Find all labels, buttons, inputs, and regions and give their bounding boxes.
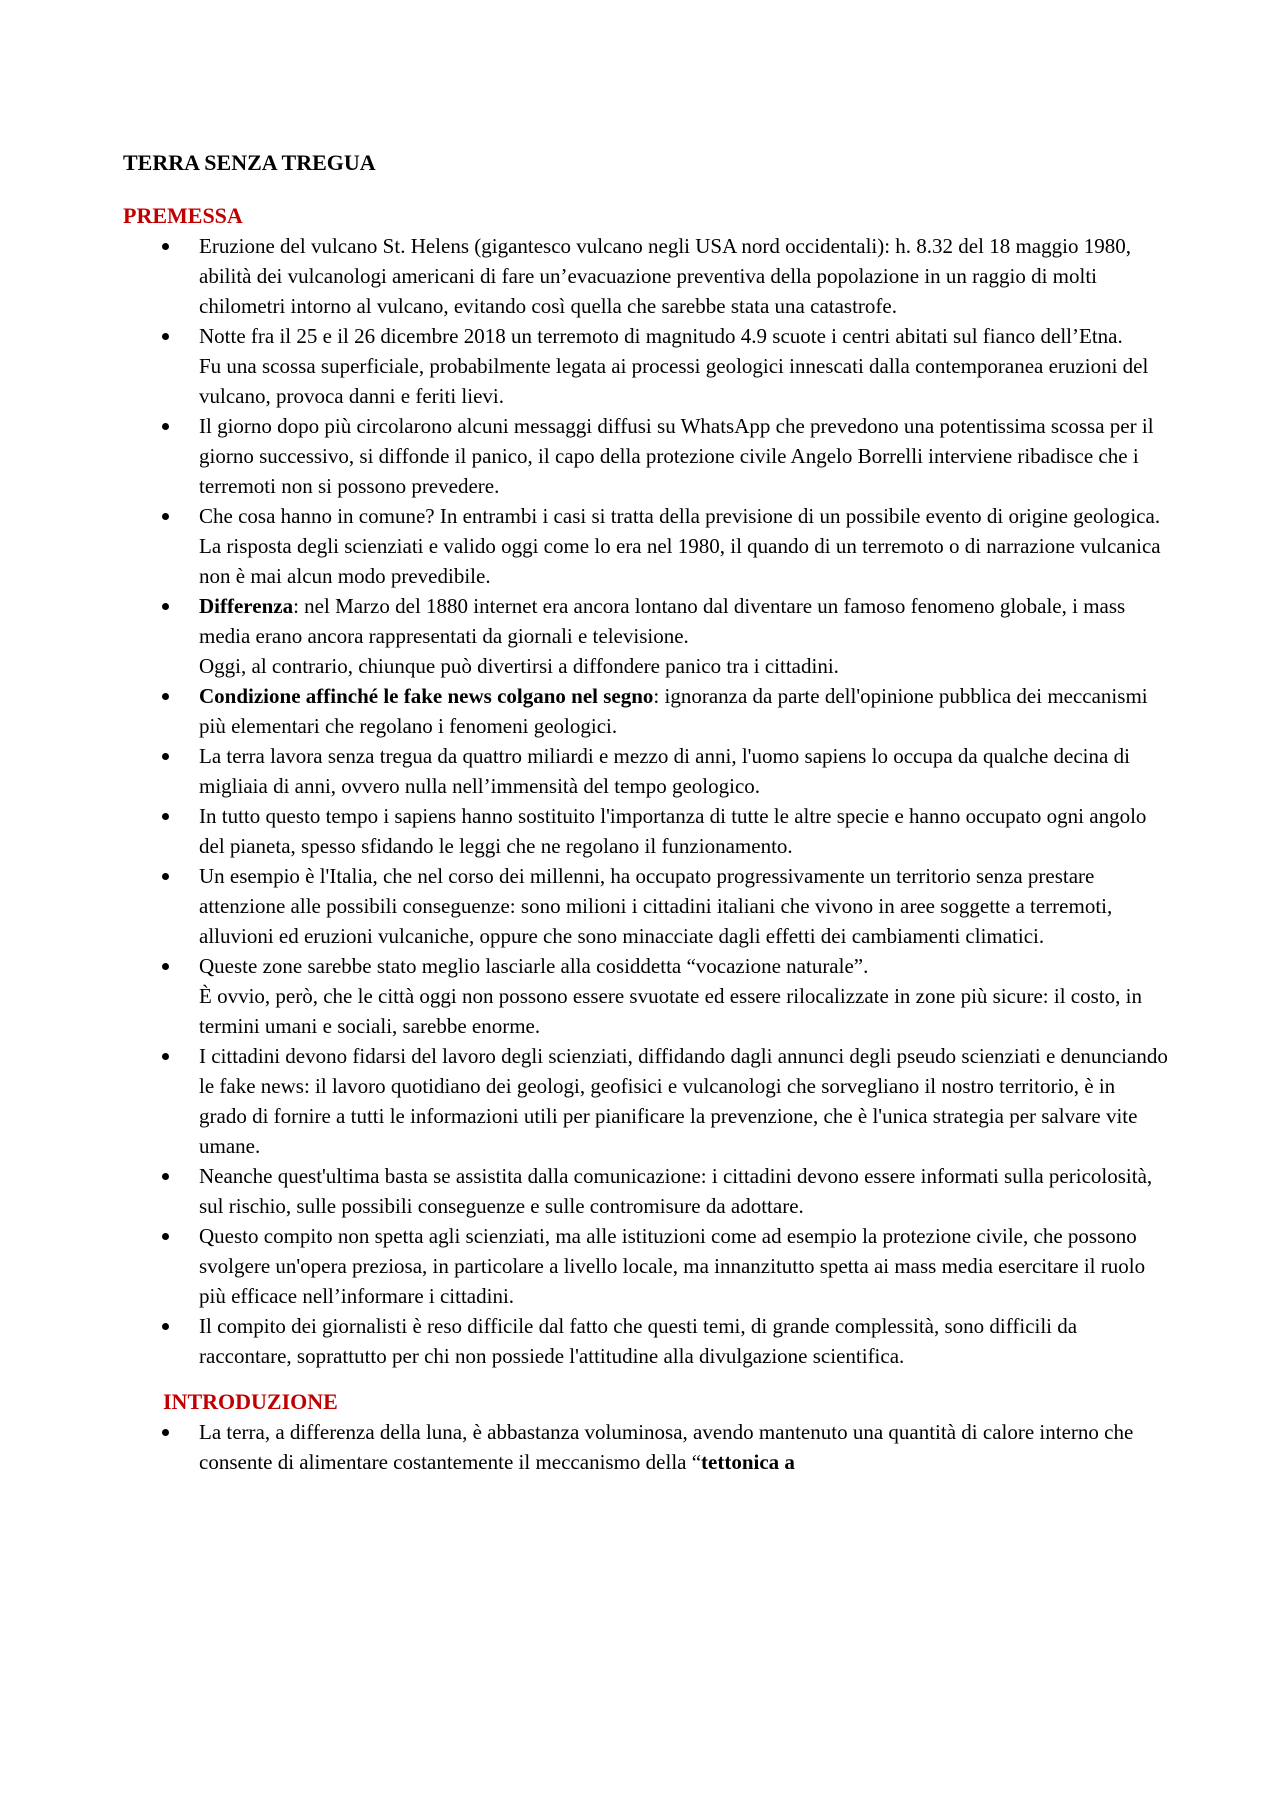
document-content [123, 148, 1168, 1477]
list-item-text: Questo compito non spetta agli scienziati, ma alle istituzioni come ad esempio la protezione civile, che possono svolgere un'opera preziosa, in particolare a livello locale, ma innanzitutto spetta ai mass media esercitare il ruolo più efficace nell’informare i cittadini. [199, 1224, 1146, 1308]
bullet-icon [162, 513, 169, 520]
list-item [199, 741, 1168, 801]
list-item [199, 321, 1168, 411]
list-item-bold-lead: Condizione affinché le fake news colgano nel segno [199, 684, 654, 708]
list-item-text: Queste zone sarebbe stato meglio lasciarle alla cosiddetta “vocazione naturale”. [199, 954, 869, 978]
list-item-text: Neanche quest'ultima basta se assistita dalla comunicazione: i cittadini devono essere informati sulla pericolosità, sul rischio, sulle possibili conseguenze e sulle contromisure da adottare. [199, 1164, 1153, 1218]
bullet-icon [162, 963, 169, 970]
list-item-text: Che cosa hanno in comune? In entrambi i casi si tratta della previsione di un possibile evento di origine geologica. La risposta degli scienziati e valido oggi come lo era nel 1980, il quando di un terremoto o di narrazione vulcanica non è mai alcun modo prevedibile. [199, 504, 1161, 588]
list-item-text-continued: Fu una scossa superficiale, probabilmente legata ai processi geologici innescati dalla contemporanea eruzioni del vulcano, provoca danni e feriti lievi. [199, 354, 1149, 408]
list-item [199, 801, 1168, 861]
list-item-text: I cittadini devono fidarsi del lavoro degli scienziati, diffidando dagli annunci degli pseudo scienziati e denunciando le fake news: il lavoro quotidiano dei geologi, geofisici e vulcanologi che sorvegliano il nostro territorio, è in grado di fornire a tutti le informazioni utili per pianificare la prevenzione, che è l'unica strategia per salvare vite umane. [199, 1044, 1168, 1158]
list-item-text: Notte fra il 25 e il 26 dicembre 2018 un terremoto di magnitudo 4.9 scuote i centri abitati sul fianco dell’Etna. [199, 324, 1123, 348]
list-item [199, 1221, 1168, 1311]
list-item [199, 231, 1168, 321]
bullet-icon [162, 1233, 169, 1240]
section-heading-premessa: PREMESSA [123, 203, 243, 228]
list-item-text: : nel Marzo del 1880 internet era ancora lontano dal diventare un famoso fenomeno globale, i mass media erano ancora rappresentati da giornali e televisione. [199, 594, 1126, 648]
list-item-text: La terra, a differenza della luna, è abbastanza voluminosa, avendo mantenuto una quantità di calore interno che consente di alimentare costantemente il meccanismo della “ [199, 1420, 1134, 1474]
list-item [199, 951, 1168, 1041]
bullet-icon [162, 423, 169, 430]
bullet-icon [162, 1429, 169, 1436]
list-item [199, 1311, 1168, 1371]
list-item-text: Eruzione del vulcano St. Helens (gigantesco vulcano negli USA nord occidentali): h. 8.32 del 18 maggio 1980, abilità dei vulcanologi americani di fare un’evacuazione preventiva della popolazione in un raggio di molti chilometri intorno al vulcano, evitando così quella che sarebbe stata una catastrofe. [199, 234, 1131, 318]
bullet-icon [162, 1173, 169, 1180]
list-item-text: In tutto questo tempo i sapiens hanno sostituito l'importanza di tutte le altre specie e hanno occupato ogni angolo del pianeta, spesso sfidando le leggi che ne regolano il funzionamento. [199, 804, 1147, 858]
list-item-text: Il giorno dopo più circolarono alcuni messaggi diffusi su WhatsApp che prevedono una potentissima scossa per il giorno successivo, si diffonde il panico, il capo della protezione civile Angelo Borrelli interviene ribadisce che i terremoti non si possono prevedere. [199, 414, 1154, 498]
list-item-text: Il compito dei giornalisti è reso difficile dal fatto che questi temi, di grande complessità, sono difficili da raccontare, soprattutto per chi non possiede l'attitudine alla divulgazione scientifica. [199, 1314, 1078, 1368]
list-item [199, 591, 1168, 681]
bullet-icon [162, 873, 169, 880]
list-item-bold-tail: tettonica a [701, 1450, 795, 1474]
bullet-icon [162, 333, 169, 340]
list-item [199, 501, 1168, 591]
bullet-icon [162, 693, 169, 700]
list-item-text: Un esempio è l'Italia, che nel corso dei millenni, ha occupato progressivamente un territorio senza prestare attenzione alle possibili conseguenze: sono milioni i cittadini italiani che vivono in aree soggette a terremoti, alluvioni ed eruzioni vulcaniche, oppure che sono minacciate dagli effetti dei cambiamenti climatici. [199, 864, 1113, 948]
bullet-icon [162, 1323, 169, 1330]
bullet-icon [162, 753, 169, 760]
bullet-icon [162, 813, 169, 820]
list-item-bold-lead: Differenza [199, 594, 294, 618]
list-item [199, 1417, 1168, 1477]
bullet-icon [162, 603, 169, 610]
bullet-icon [162, 243, 169, 250]
list-item [199, 681, 1168, 741]
list-item-text: La terra lavora senza tregua da quattro miliardi e mezzo di anni, l'uomo sapiens lo occupa da qualche decina di migliaia di anni, ovvero nulla nell’immensità del tempo geologico. [199, 744, 1130, 798]
section-heading-introduzione: INTRODUZIONE [163, 1389, 338, 1414]
list-item [199, 861, 1168, 951]
document-title: TERRA SENZA TREGUA [123, 150, 376, 175]
list-item-text: : ignoranza da parte dell'opinione pubblica dei meccanismi più elementari che regolano i fenomeni geologici. [199, 684, 1148, 738]
list-item [199, 1041, 1168, 1161]
bullet-icon [162, 1053, 169, 1060]
list-item-text-continued: È ovvio, però, che le città oggi non possono essere svuotate ed essere rilocalizzate in zone più sicure: il costo, in termini umani e sociali, sarebbe enorme. [199, 984, 1142, 1038]
introduzione-list [123, 1417, 1168, 1477]
list-item [199, 411, 1168, 501]
list-item-text-continued: Oggi, al contrario, chiunque può divertirsi a diffondere panico tra i cittadini. [199, 654, 839, 678]
list-item [199, 1161, 1168, 1221]
premessa-list [123, 231, 1168, 1371]
